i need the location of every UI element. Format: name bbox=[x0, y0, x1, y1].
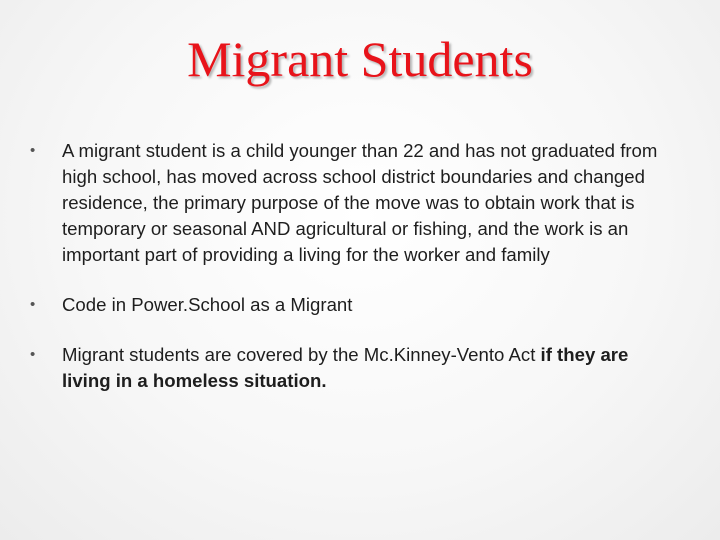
bullet-text-bold: if they are living in a homeless situation. bbox=[62, 344, 629, 391]
bullet-item bbox=[0, 292, 720, 318]
slide-title: Migrant Students bbox=[187, 31, 533, 87]
bullet-marker-icon: • bbox=[30, 142, 36, 159]
bullet-item bbox=[0, 342, 720, 394]
bullet-text: Migrant students are covered by the Mc.Kinney-Vento Act bbox=[62, 344, 541, 365]
bullet-item bbox=[0, 138, 720, 268]
bullet-list bbox=[0, 138, 720, 418]
bullet-text: Code in Power.School as a Migrant bbox=[62, 294, 353, 315]
bullet-text: A migrant student is a child younger than 22 and has not graduated from high school, has moved across school district boundaries and changed residence, the primary purpose of the move was to obtain work that is temporary or seasonal AND agricultural or fishing, and the work is an important part of providing a living for the worker and family bbox=[62, 140, 658, 265]
bullet-marker-icon: • bbox=[30, 296, 36, 313]
bullet-marker-icon: • bbox=[30, 346, 36, 363]
